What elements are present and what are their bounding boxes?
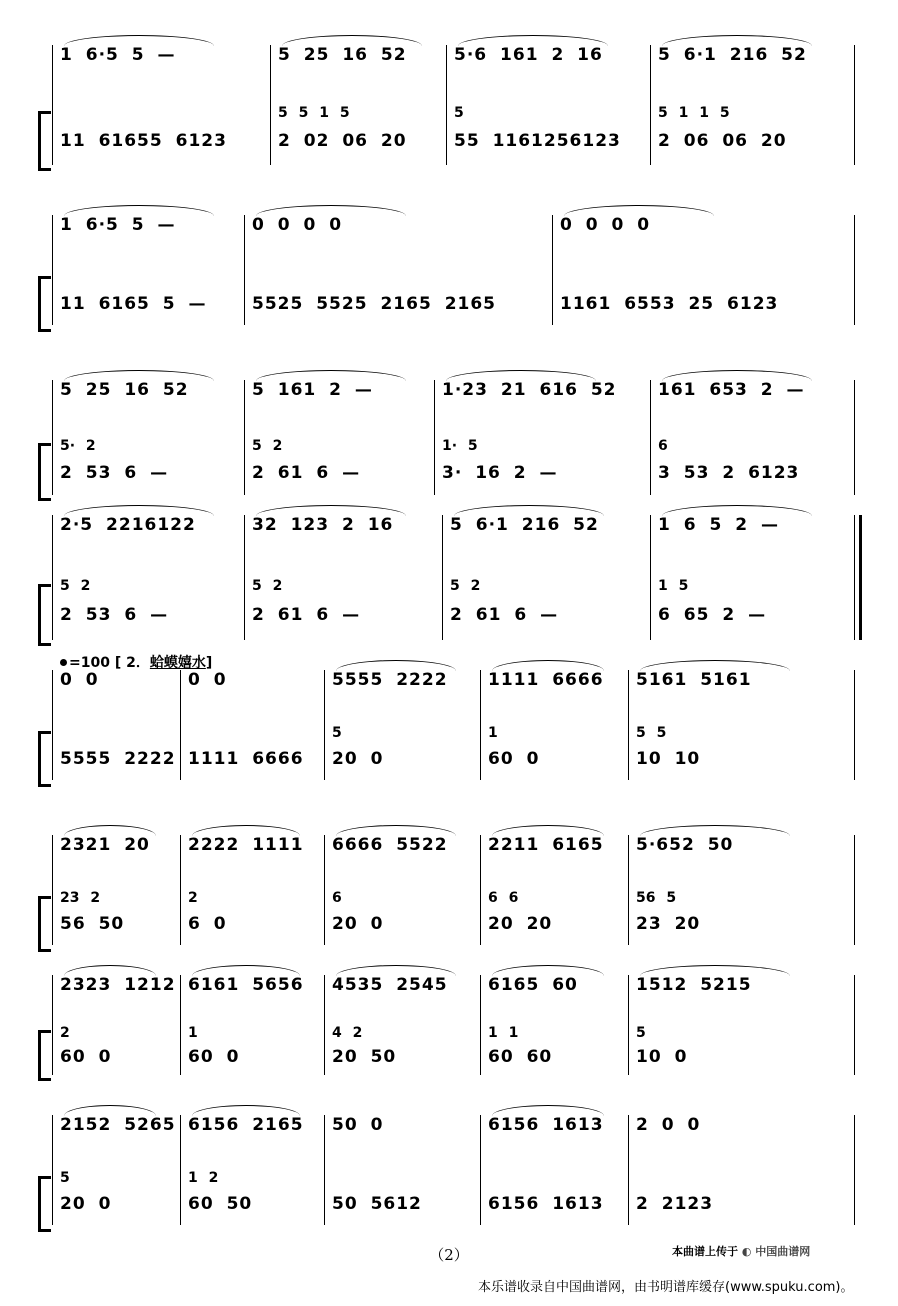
final-barline (859, 515, 862, 640)
staff-brace (38, 1176, 51, 1232)
barline (52, 215, 53, 325)
harmony-upper-measure: 4 2 (332, 1025, 363, 1041)
barline (52, 1115, 53, 1225)
accompaniment-measure: 60 50 (188, 1194, 253, 1214)
slur-mark (64, 205, 214, 216)
accompaniment-measure: 60 0 (60, 1047, 112, 1067)
slur-mark (446, 370, 596, 381)
melody-measure: 6156 1613 (488, 1115, 604, 1135)
melody-measure: 1 6·5 5 — (60, 215, 176, 235)
barline (628, 1115, 629, 1225)
accompaniment-measure: 56 50 (60, 914, 125, 934)
harmony-upper-measure: 1· 5 (442, 438, 478, 454)
barline (324, 670, 325, 780)
slur-mark (256, 370, 406, 381)
slur-mark (282, 35, 422, 46)
section-number: [ 2． (114, 655, 150, 671)
barline (480, 975, 481, 1075)
barline (628, 835, 629, 945)
score-system (38, 45, 858, 165)
accompaniment-measure: 2 61 6 — (252, 463, 361, 483)
harmony-upper-measure: 6 (332, 890, 342, 906)
tempo-value: =100 (69, 655, 110, 671)
melody-measure: 5 25 16 52 (60, 380, 189, 400)
harmony-upper-measure: 5 5 (636, 725, 667, 741)
accompaniment-measure: 2 06 06 20 (658, 131, 787, 151)
harmony-upper-measure: 5 2 (60, 578, 91, 594)
melody-measure: 1111 6666 (488, 670, 604, 690)
harmony-upper-measure: 5· 2 (60, 438, 96, 454)
barline (180, 835, 181, 945)
melody-measure: 5 6·1 216 52 (658, 45, 807, 65)
barline (480, 670, 481, 780)
melody-measure: 5161 5161 (636, 670, 752, 690)
harmony-upper-measure: 5 (332, 725, 342, 741)
melody-measure: 6165 60 (488, 975, 578, 995)
slur-mark (662, 35, 812, 46)
page-number: （2） (429, 1246, 469, 1264)
barline (854, 670, 855, 780)
harmony-upper-measure: 5 2 (252, 438, 283, 454)
barline (52, 975, 53, 1075)
slur-mark (256, 205, 406, 216)
barline (480, 1115, 481, 1225)
accompaniment-measure: 2 53 6 — (60, 463, 169, 483)
score-system (38, 835, 858, 945)
harmony-upper-measure: 1 (188, 1025, 198, 1041)
barline (854, 380, 855, 495)
accompaniment-measure: 6156 1613 (488, 1194, 604, 1214)
slur-mark (64, 505, 214, 516)
slur-mark (192, 965, 300, 976)
site-logo: ◐ 中国曲谱网 (741, 1245, 811, 1258)
barline (244, 215, 245, 325)
melody-measure: 5·652 50 (636, 835, 734, 855)
melody-measure: 5·6 161 2 16 (454, 45, 603, 65)
melody-measure: 6666 5522 (332, 835, 448, 855)
slur-mark (492, 965, 604, 976)
barline (180, 975, 181, 1075)
barline (434, 380, 435, 495)
melody-measure: 1 6·5 5 — (60, 45, 176, 65)
section-close: ] (205, 655, 213, 671)
barline (52, 835, 53, 945)
slur-mark (64, 965, 156, 976)
slur-mark (640, 965, 790, 976)
slur-mark (640, 825, 790, 836)
melody-measure: 4535 2545 (332, 975, 448, 995)
accompaniment-measure: 10 0 (636, 1047, 688, 1067)
staff-brace (38, 584, 51, 646)
melody-measure: 5 25 16 52 (278, 45, 407, 65)
harmony-upper-measure: 6 6 (488, 890, 519, 906)
melody-measure: 1 6 5 2 — (658, 515, 779, 535)
accompaniment-measure: 55 1161256123 (454, 131, 621, 151)
barline (52, 515, 53, 640)
harmony-upper-measure: 5 (60, 1170, 70, 1186)
slur-mark (454, 505, 604, 516)
barline (442, 515, 443, 640)
barline (270, 45, 271, 165)
slur-mark (492, 660, 604, 671)
staff-brace (38, 111, 51, 171)
melody-measure: 0 0 (60, 670, 99, 690)
melody-measure: 1·23 21 616 52 (442, 380, 617, 400)
harmony-upper-measure: 1 5 (658, 578, 689, 594)
accompaniment-measure: 20 0 (60, 1194, 112, 1214)
melody-measure: 2211 6165 (488, 835, 604, 855)
melody-measure: 50 0 (332, 1115, 384, 1135)
harmony-upper-measure: 2 (60, 1025, 70, 1041)
slur-mark (64, 35, 214, 46)
slur-mark (336, 965, 456, 976)
slur-mark (336, 825, 456, 836)
barline (854, 45, 855, 165)
slur-mark (662, 505, 812, 516)
melody-measure: 0 0 0 0 (560, 215, 651, 235)
accompaniment-measure: 5555 2222 (60, 749, 176, 769)
harmony-upper-measure: 5 (454, 105, 464, 121)
harmony-upper-measure: 1 1 (488, 1025, 519, 1041)
footer-credit: 本乐谱收录自中国曲谱网，由书明谱库缓存(www.spuku.com)。 (478, 1280, 854, 1295)
slur-mark (564, 205, 714, 216)
barline (180, 1115, 181, 1225)
tempo-marking (60, 652, 212, 672)
accompaniment-measure: 1111 6666 (188, 749, 304, 769)
accompaniment-measure: 2 2123 (636, 1194, 714, 1214)
accompaniment-measure: 6 65 2 — (658, 605, 767, 625)
melody-measure: 32 123 2 16 (252, 515, 394, 535)
staff-brace (38, 731, 51, 787)
score-system (38, 215, 858, 325)
harmony-upper-measure: 5 2 (252, 578, 283, 594)
slur-mark (256, 505, 406, 516)
harmony-upper-measure: 1 2 (188, 1170, 219, 1186)
score-system (38, 670, 858, 780)
score-system (38, 380, 858, 495)
harmony-upper-measure: 23 2 (60, 890, 101, 906)
barline (854, 515, 855, 640)
harmony-upper-measure: 5 2 (450, 578, 481, 594)
accompaniment-measure: 60 60 (488, 1047, 553, 1067)
accompaniment-measure: 20 50 (332, 1047, 397, 1067)
slur-mark (336, 660, 456, 671)
barline (324, 975, 325, 1075)
barline (244, 380, 245, 495)
melody-measure: 2222 1111 (188, 835, 304, 855)
accompaniment-measure: 11 6165 5 — (60, 294, 207, 314)
harmony-upper-measure: 2 (188, 890, 198, 906)
melody-measure: 5555 2222 (332, 670, 448, 690)
site-name: 中国曲谱网 (755, 1245, 811, 1258)
melody-measure: 0 0 (188, 670, 227, 690)
barline (552, 215, 553, 325)
melody-measure: 2321 20 (60, 835, 150, 855)
barline (480, 835, 481, 945)
barline (854, 835, 855, 945)
barline (324, 835, 325, 945)
slur-mark (458, 35, 608, 46)
accompaniment-measure: 1161 6553 25 6123 (560, 294, 779, 314)
quarter-note-icon (60, 659, 67, 666)
upload-text: 本曲谱上传于 (672, 1245, 738, 1258)
harmony-upper-measure: 6 (658, 438, 668, 454)
accompaniment-measure: 2 61 6 — (252, 605, 361, 625)
accompaniment-measure: 50 5612 (332, 1194, 422, 1214)
barline (854, 1115, 855, 1225)
barline (52, 670, 53, 780)
slur-mark (492, 825, 604, 836)
slur-mark (492, 1105, 604, 1116)
accompaniment-measure: 2 02 06 20 (278, 131, 407, 151)
barline (52, 380, 53, 495)
accompaniment-measure: 60 0 (188, 1047, 240, 1067)
melody-measure: 6161 5656 (188, 975, 304, 995)
barline (650, 45, 651, 165)
accompaniment-measure: 20 0 (332, 749, 384, 769)
slur-mark (64, 825, 156, 836)
accompaniment-measure: 11 61655 6123 (60, 131, 227, 151)
accompaniment-measure: 23 20 (636, 914, 701, 934)
accompaniment-measure: 3· 16 2 — (442, 463, 558, 483)
harmony-upper-measure: 1 (488, 725, 498, 741)
barline (324, 1115, 325, 1225)
slur-mark (192, 1105, 300, 1116)
barline (854, 975, 855, 1075)
staff-brace (38, 276, 51, 332)
staff-brace (38, 896, 51, 952)
accompaniment-measure: 20 0 (332, 914, 384, 934)
score-system (38, 975, 858, 1075)
score-system (38, 1115, 858, 1225)
accompaniment-measure: 10 10 (636, 749, 701, 769)
staff-brace (38, 443, 51, 501)
section-title: 蛤蟆嬉水 (149, 655, 206, 671)
accompaniment-measure: 20 20 (488, 914, 553, 934)
accompaniment-measure: 5525 5525 2165 2165 (252, 294, 497, 314)
accompaniment-measure: 2 53 6 — (60, 605, 169, 625)
melody-measure: 2 0 0 (636, 1115, 701, 1135)
score-system (38, 515, 858, 640)
slur-mark (64, 370, 214, 381)
barline (244, 515, 245, 640)
slur-mark (64, 1105, 156, 1116)
staff-brace (38, 1030, 51, 1081)
melody-measure: 2152 5265 (60, 1115, 176, 1135)
melody-measure: 5 6·1 216 52 (450, 515, 599, 535)
accompaniment-measure: 2 61 6 — (450, 605, 559, 625)
harmony-upper-measure: 5 5 1 5 (278, 105, 350, 121)
harmony-upper-measure: 5 1 1 5 (658, 105, 730, 121)
harmony-upper-measure: 5 (636, 1025, 646, 1041)
barline (628, 670, 629, 780)
slur-mark (640, 660, 790, 671)
upload-note (672, 1243, 810, 1259)
barline (52, 45, 53, 165)
slur-mark (192, 825, 300, 836)
melody-measure: 6156 2165 (188, 1115, 304, 1135)
melody-measure: 1512 5215 (636, 975, 752, 995)
barline (446, 45, 447, 165)
accompaniment-measure: 6 0 (188, 914, 227, 934)
barline (854, 215, 855, 325)
melody-measure: 2323 1212 (60, 975, 176, 995)
barline (650, 380, 651, 495)
accompaniment-measure: 3 53 2 6123 (658, 463, 800, 483)
barline (628, 975, 629, 1075)
barline (180, 670, 181, 780)
barline (650, 515, 651, 640)
slur-mark (662, 370, 812, 381)
harmony-upper-measure: 56 5 (636, 890, 677, 906)
melody-measure: 2·5 2216122 (60, 515, 196, 535)
melody-measure: 5 161 2 — (252, 380, 373, 400)
accompaniment-measure: 60 0 (488, 749, 540, 769)
melody-measure: 161 653 2 — (658, 380, 805, 400)
melody-measure: 0 0 0 0 (252, 215, 343, 235)
